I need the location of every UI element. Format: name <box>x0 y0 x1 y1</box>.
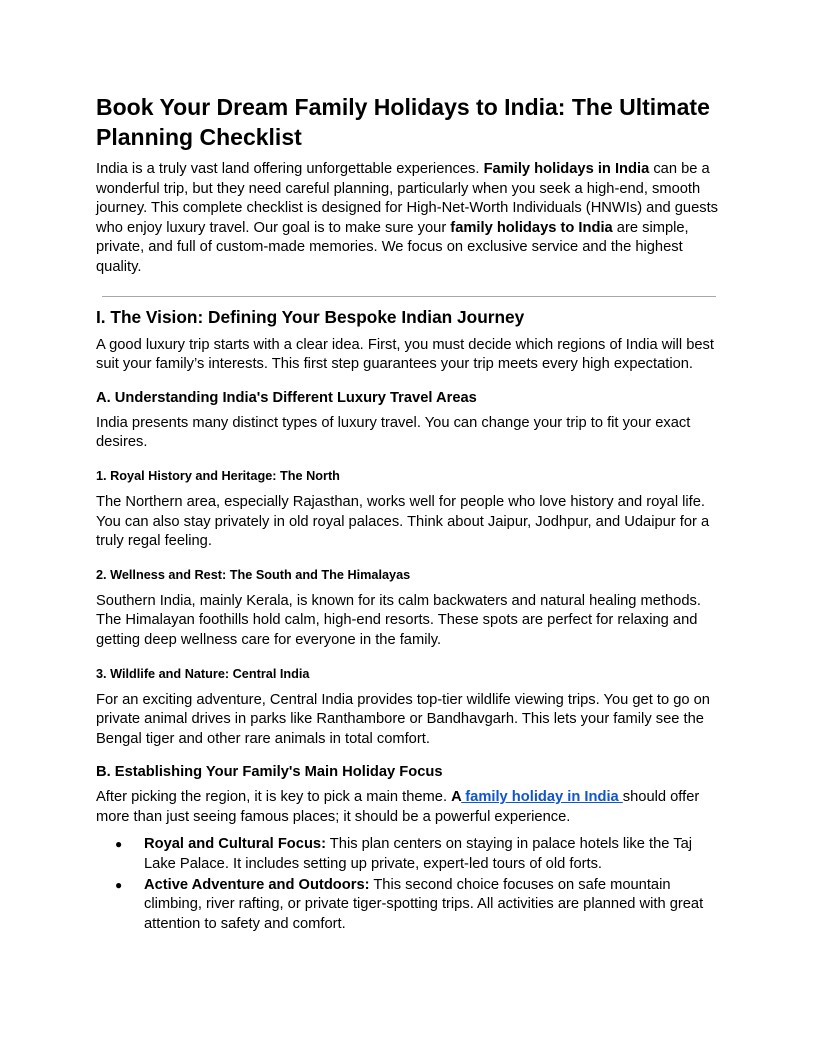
subsection-b-bold: A <box>451 789 462 806</box>
intro-text-1: India is a truly vast land offering unforgettable experiences. <box>96 161 484 177</box>
section-divider <box>102 296 716 297</box>
section-vision-paragraph: A good luxury trip starts with a clear idea. First, you must decide which regions of India will best suit your family’s interests. This first step guarantees your trip meets every high expectation. <box>96 336 714 373</box>
item-paragraph-north: The Northern area, especially Rajasthan, works well for people who love history and royal life. You can also stay privately in old royal palaces. Think about Jaipur, Jodhpur, and Udaipur for a truly regal feeling. <box>96 493 710 550</box>
subsection-heading-b: B. Establishing Your Family's Main Holiday Focus <box>96 764 443 781</box>
bullet-icon: ● <box>115 877 123 892</box>
item-heading-south: 2. Wellness and Rest: The South and The Himalayas <box>96 567 411 582</box>
list-item <box>115 835 720 874</box>
subsection-heading-a: A. Understanding India's Different Luxury Travel Areas <box>96 389 477 406</box>
item-paragraph-central: For an exciting adventure, Central India provides top-tier wildlife viewing trips. You get to go on private animal drives in parks like Ranthambore or Bandhavgarh. This lets your family see the Bengal tiger and other rare animals in total comfort. <box>96 691 710 747</box>
bullet-bold: Active Adventure and Outdoors: <box>144 876 370 893</box>
bullet-text: This plan centers on staying in palace hotels like the Taj Lake Palace. It includes setting up private, expert-led tours of old forts. <box>144 836 693 873</box>
page-title: Book Your Dream Family Holidays to India: The Ultimate Planning Checklist <box>96 94 710 150</box>
bullet-bold: Royal and Cultural Focus: <box>144 836 326 853</box>
subsection-b-text-2: should offer more than just seeing famous places; it should be a powerful experience. <box>96 789 700 825</box>
subsection-b-paragraph <box>96 788 720 827</box>
section-heading-vision: I. The Vision: Defining Your Bespoke Indian Journey <box>96 306 525 327</box>
document-page <box>96 92 720 935</box>
item-heading-north: 1. Royal History and Heritage: The North <box>96 468 340 483</box>
subsection-b-text-1: After picking the region, it is key to pick a main theme. <box>96 789 452 806</box>
intro-text-3: are simple, private, and full of custom-made memories. We focus on exclusive service and the highest quality. <box>96 219 689 275</box>
intro-bold-2: family holidays to India <box>450 219 613 236</box>
bullet-icon: ● <box>115 837 123 852</box>
item-heading-central: 3. Wildlife and Nature: Central India <box>96 666 310 681</box>
bullet-text: This second choice focuses on safe mountain climbing, river rafting, or private tiger-spotting trips. All activities are planned with great attention to safety and comfort. <box>144 876 704 932</box>
intro-paragraph <box>96 160 720 278</box>
intro-text-2: can be a wonderful trip, but they need careful planning, particularly when you seek a high-end, smooth journey. This complete checklist is designed for High-Net-Worth Individuals (HNWIs) and guests who enjoy luxury travel. Our goal is to make sure your <box>96 161 719 236</box>
family-holiday-link[interactable]: family holiday in India <box>461 789 623 806</box>
subsection-a-paragraph: India presents many distinct types of luxury travel. You can change your trip to fit your exact desires. <box>96 414 691 451</box>
intro-bold-1: Family holidays in India <box>483 161 650 177</box>
focus-bullet-list <box>96 835 720 934</box>
list-item <box>115 876 720 935</box>
item-paragraph-south: Southern India, mainly Kerala, is known for its calm backwaters and natural healing methods. The Himalayan foothills hold calm, high-end resorts. These spots are perfect for relaxing and getting deep wellness care for everyone in the family. <box>96 592 701 648</box>
